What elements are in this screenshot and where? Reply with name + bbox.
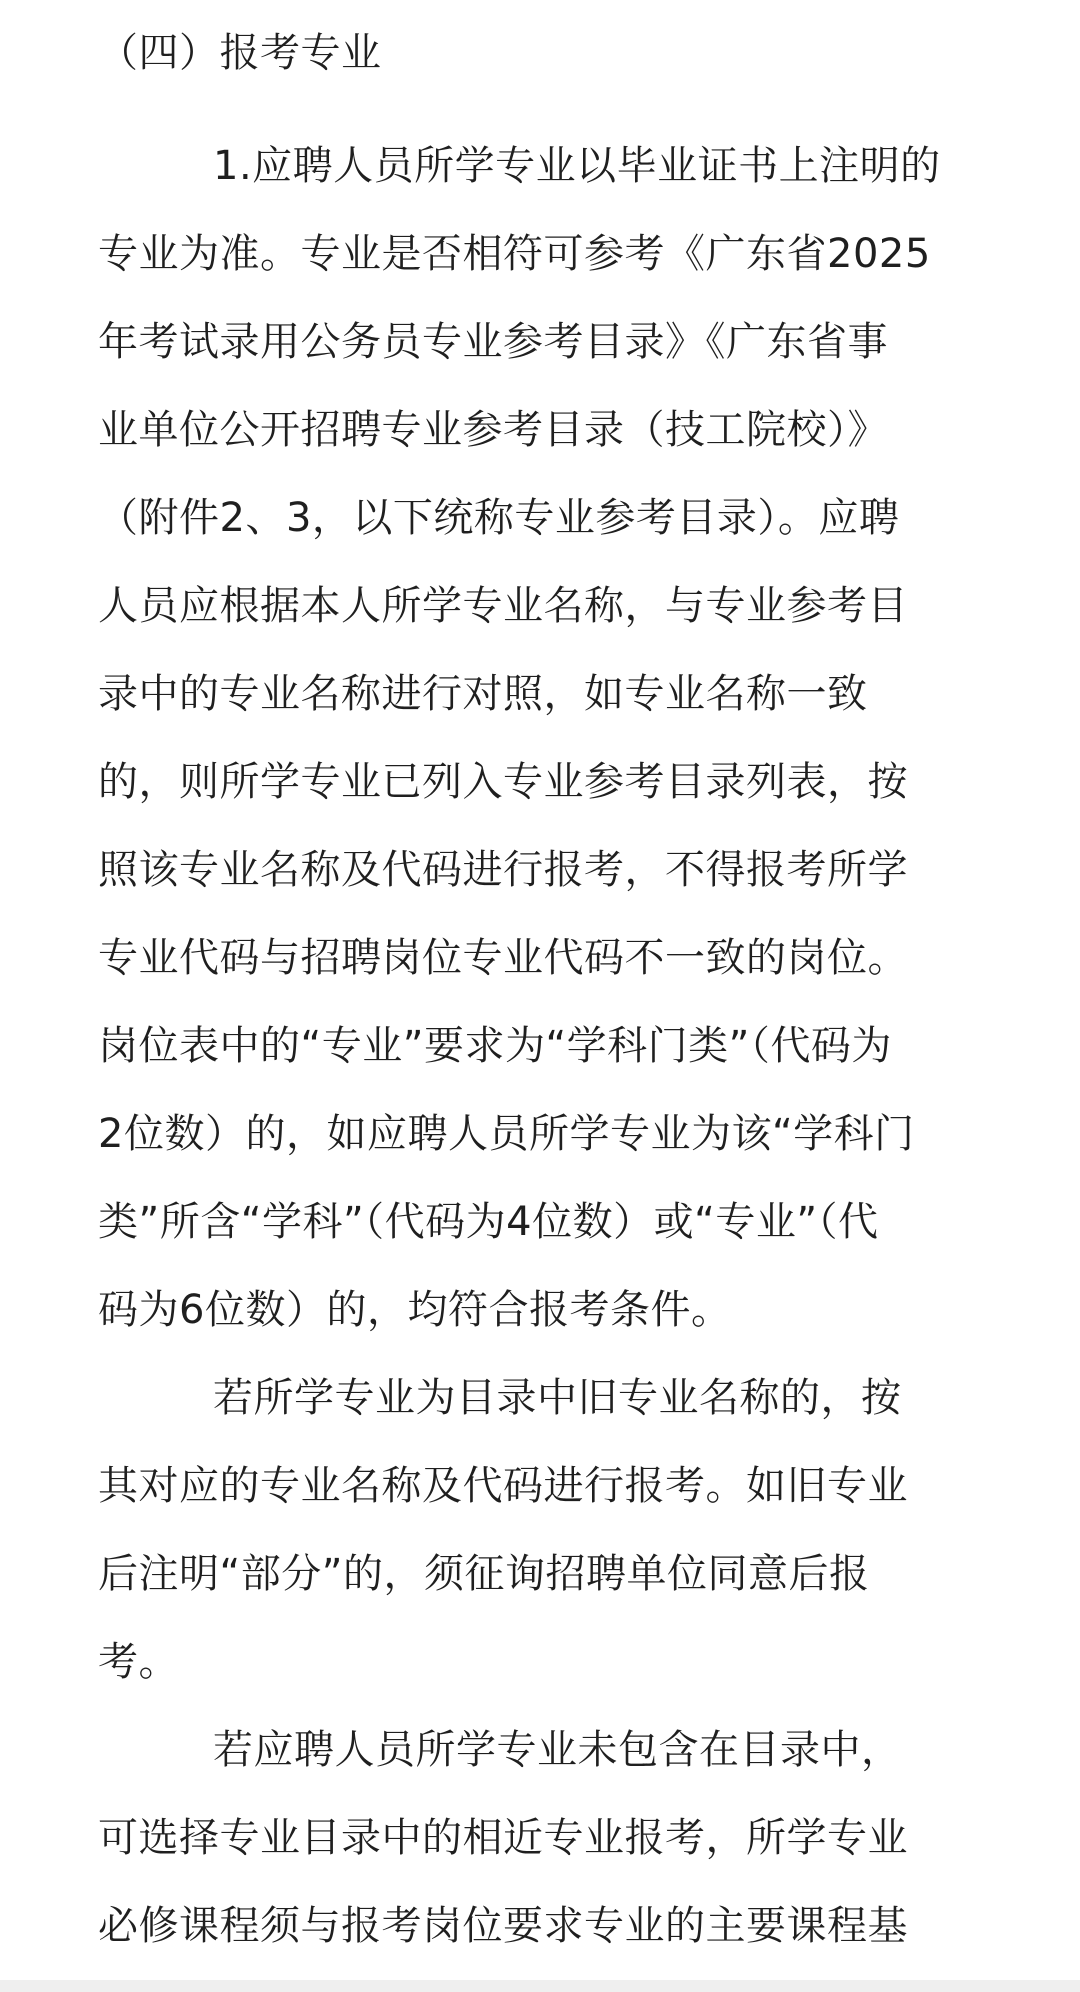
paragraph-line: 2位数）的，如应聘人员所学专业为该“学科门	[98, 1111, 915, 1157]
paragraph-1	[98, 122, 988, 1354]
paragraph-line: 必修课程须与报考岗位要求专业的主要课程基	[98, 1903, 908, 1949]
paragraph-line: 专业代码与招聘岗位专业代码不一致的岗位。	[98, 935, 908, 981]
paragraph-line: 若应聘人员所学专业未包含在目录中，	[213, 1727, 902, 1773]
paragraph-line: 其对应的专业名称及代码进行报考。如旧专业	[98, 1463, 908, 1509]
paragraph-line: 的，则所学专业已列入专业参考目录列表，按	[98, 759, 908, 805]
paragraph-line: （附件2、3，以下统称专业参考目录）。应聘	[98, 495, 900, 541]
paragraph-line: 人员应根据本人所学专业名称，与专业参考目	[98, 583, 908, 629]
paragraph-line: 录中的专业名称进行对照，如专业名称一致	[98, 671, 868, 717]
paragraph-line: 年考试录用公务员专业参考目录》《广东省事	[98, 319, 888, 365]
paragraph-line: 码为6位数）的，均符合报考条件。	[98, 1287, 732, 1333]
paragraph-line: 1.应聘人员所学专业以毕业证书上注明的	[213, 143, 941, 189]
paragraph-3	[98, 1706, 988, 1970]
paragraph-line: 专业为准。专业是否相符可参考《广东省2025	[98, 231, 931, 277]
paragraph-2	[98, 1354, 988, 1706]
paragraph-line: 若所学专业为目录中旧专业名称的，按	[213, 1375, 902, 1421]
paragraph-line: 类”所含“学科”（代码为4位数）或“专业”（代	[98, 1199, 879, 1245]
document-content	[98, 24, 988, 1970]
paragraph-line: 考。	[98, 1639, 179, 1685]
paragraph-line: 照该专业名称及代码进行报考，不得报考所学	[98, 847, 908, 893]
bottom-edge-bar	[0, 1980, 1080, 1992]
section-title: （四）报考专业	[98, 30, 382, 76]
paragraph-line: 可选择专业目录中的相近专业报考，所学专业	[98, 1815, 908, 1861]
paragraph-line: 后注明“部分”的，须征询招聘单位同意后报	[98, 1551, 870, 1597]
paragraph-line: 岗位表中的“专业”要求为“学科门类”（代码为	[98, 1023, 892, 1069]
paragraph-line: 业单位公开招聘专业参考目录（技工院校）》	[98, 407, 888, 453]
